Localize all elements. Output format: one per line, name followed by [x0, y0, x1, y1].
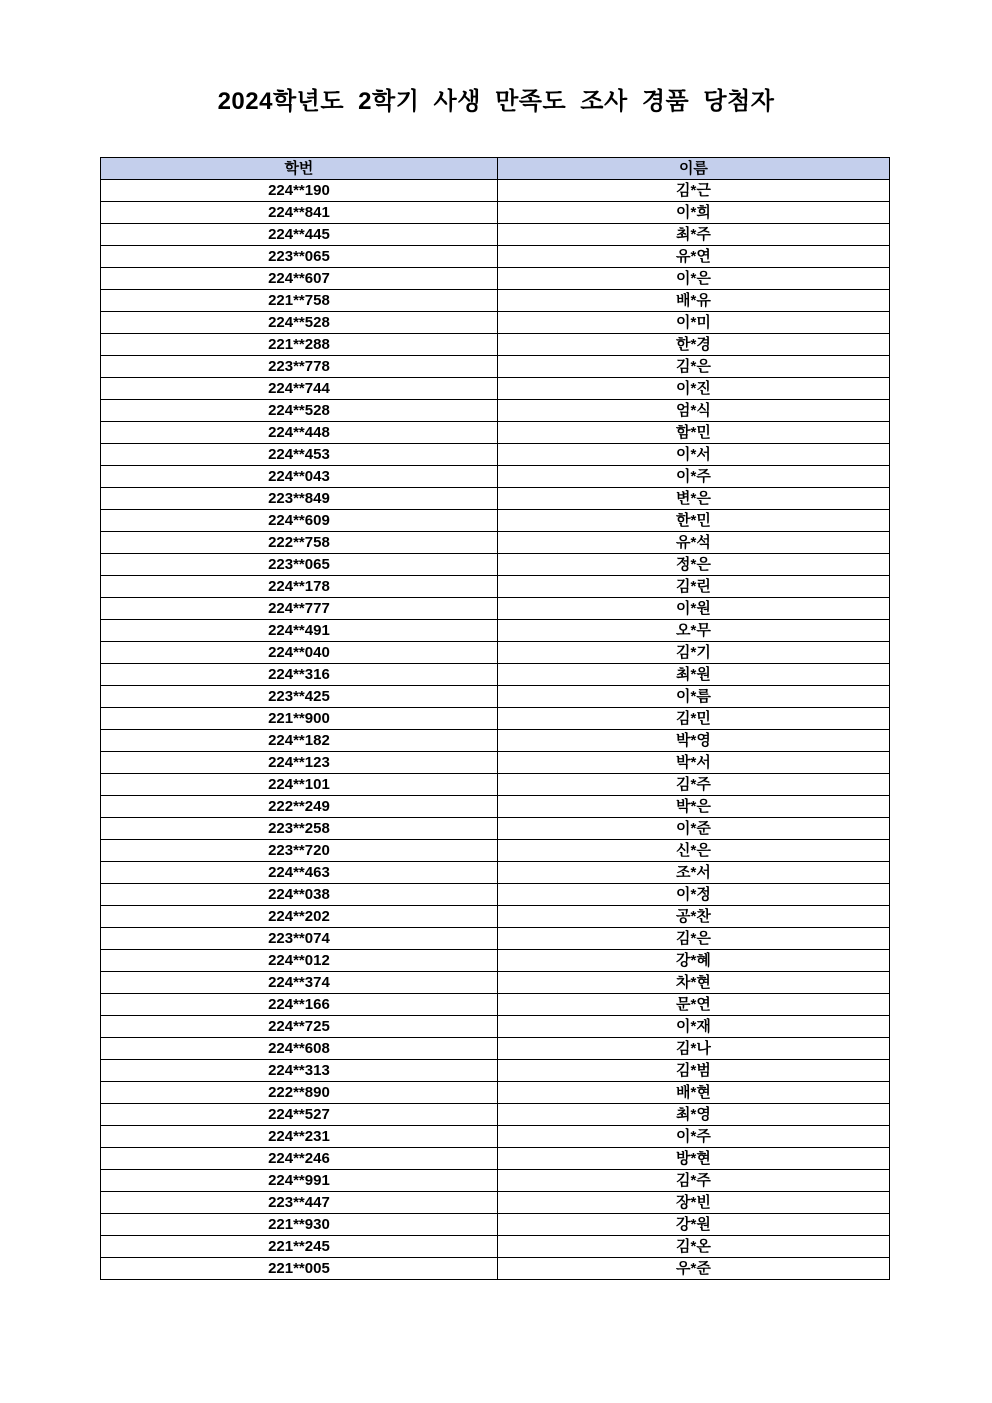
name-cell: 강*원: [497, 1214, 889, 1236]
table-row: [101, 774, 890, 796]
name-cell: 김*린: [497, 576, 889, 598]
name-cell: 이*정: [497, 884, 889, 906]
name-cell: 김*범: [497, 1060, 889, 1082]
table-row: [101, 378, 890, 400]
name-cell: 변*은: [497, 488, 889, 510]
name-cell: 우*준: [497, 1258, 889, 1280]
name-cell: 김*은: [497, 356, 889, 378]
table-row: [101, 928, 890, 950]
header-row: [101, 158, 890, 180]
name-cell: 문*연: [497, 994, 889, 1016]
name-cell: 이*주: [497, 466, 889, 488]
student-id-cell: 221**758: [101, 290, 498, 312]
name-cell: 정*은: [497, 554, 889, 576]
student-id-cell: 222**758: [101, 532, 498, 554]
table-row: [101, 906, 890, 928]
name-cell: 김*주: [497, 1170, 889, 1192]
table-row: [101, 642, 890, 664]
table-row: [101, 796, 890, 818]
student-id-cell: 224**445: [101, 224, 498, 246]
student-id-cell: 224**841: [101, 202, 498, 224]
student-id-cell: 224**528: [101, 400, 498, 422]
table-row: [101, 730, 890, 752]
student-id-cell: 224**744: [101, 378, 498, 400]
name-cell: 한*민: [497, 510, 889, 532]
name-cell: 이*미: [497, 312, 889, 334]
table-row: [101, 202, 890, 224]
table-row: [101, 840, 890, 862]
table-row: [101, 1148, 890, 1170]
table-row: [101, 1104, 890, 1126]
name-cell: 이*준: [497, 818, 889, 840]
name-cell: 유*연: [497, 246, 889, 268]
student-id-cell: 224**777: [101, 598, 498, 620]
table-row: [101, 1258, 890, 1280]
table-row: [101, 532, 890, 554]
name-cell: 이*원: [497, 598, 889, 620]
name-cell: 김*나: [497, 1038, 889, 1060]
table-row: [101, 488, 890, 510]
student-id-cell: 223**065: [101, 554, 498, 576]
table-row: [101, 1126, 890, 1148]
table-row: [101, 1170, 890, 1192]
name-cell: 장*빈: [497, 1192, 889, 1214]
student-id-cell: 224**101: [101, 774, 498, 796]
table-row: [101, 1060, 890, 1082]
student-id-cell: 224**178: [101, 576, 498, 598]
table-row: [101, 818, 890, 840]
student-id-cell: 224**607: [101, 268, 498, 290]
table-row: [101, 334, 890, 356]
student-id-cell: 224**374: [101, 972, 498, 994]
student-id-cell: 224**040: [101, 642, 498, 664]
name-cell: 배*유: [497, 290, 889, 312]
table-row: [101, 620, 890, 642]
name-cell: 이*은: [497, 268, 889, 290]
name-cell: 김*근: [497, 180, 889, 202]
table-row: [101, 686, 890, 708]
table-row: [101, 422, 890, 444]
table-row: [101, 268, 890, 290]
name-cell: 이*진: [497, 378, 889, 400]
student-id-cell: 224**202: [101, 906, 498, 928]
name-cell: 엄*식: [497, 400, 889, 422]
table-row: [101, 224, 890, 246]
student-id-cell: 224**453: [101, 444, 498, 466]
student-id-cell: 224**316: [101, 664, 498, 686]
name-cell: 강*혜: [497, 950, 889, 972]
table-header: [101, 158, 890, 180]
column-header-student-id: 학번: [101, 158, 498, 180]
table-row: [101, 752, 890, 774]
student-id-cell: 223**720: [101, 840, 498, 862]
student-id-cell: 224**725: [101, 1016, 498, 1038]
student-id-cell: 224**313: [101, 1060, 498, 1082]
student-id-cell: 224**123: [101, 752, 498, 774]
table-row: [101, 862, 890, 884]
student-id-cell: 224**991: [101, 1170, 498, 1192]
student-id-cell: 222**890: [101, 1082, 498, 1104]
student-id-cell: 224**448: [101, 422, 498, 444]
name-cell: 이*재: [497, 1016, 889, 1038]
name-cell: 유*석: [497, 532, 889, 554]
table-row: [101, 1016, 890, 1038]
student-id-cell: 222**249: [101, 796, 498, 818]
table-row: [101, 708, 890, 730]
name-cell: 최*영: [497, 1104, 889, 1126]
table-row: [101, 972, 890, 994]
table-row: [101, 400, 890, 422]
name-cell: 김*온: [497, 1236, 889, 1258]
student-id-cell: 224**608: [101, 1038, 498, 1060]
name-cell: 조*서: [497, 862, 889, 884]
student-id-cell: 221**930: [101, 1214, 498, 1236]
name-cell: 이*희: [497, 202, 889, 224]
name-cell: 한*경: [497, 334, 889, 356]
student-id-cell: 224**527: [101, 1104, 498, 1126]
page-title: 2024학년도 2학기 사생 만족도 조사 경품 당첨자: [217, 88, 775, 115]
name-cell: 이*주: [497, 1126, 889, 1148]
table-row: [101, 1038, 890, 1060]
table-row: [101, 180, 890, 202]
table-row: [101, 1082, 890, 1104]
student-id-cell: 224**528: [101, 312, 498, 334]
student-id-cell: 224**246: [101, 1148, 498, 1170]
table-row: [101, 356, 890, 378]
name-cell: 함*민: [497, 422, 889, 444]
student-id-cell: 221**288: [101, 334, 498, 356]
name-cell: 김*민: [497, 708, 889, 730]
table-row: [101, 994, 890, 1016]
name-cell: 신*은: [497, 840, 889, 862]
name-cell: 김*주: [497, 774, 889, 796]
student-id-cell: 221**005: [101, 1258, 498, 1280]
student-id-cell: 224**190: [101, 180, 498, 202]
student-id-cell: 224**043: [101, 466, 498, 488]
student-id-cell: 224**166: [101, 994, 498, 1016]
table-row: [101, 598, 890, 620]
name-cell: 박*영: [497, 730, 889, 752]
table-row: [101, 554, 890, 576]
student-id-cell: 223**065: [101, 246, 498, 268]
student-id-cell: 223**258: [101, 818, 498, 840]
student-id-cell: 224**609: [101, 510, 498, 532]
table-body: [101, 180, 890, 1280]
table-row: [101, 1214, 890, 1236]
name-cell: 최*주: [497, 224, 889, 246]
student-id-cell: 221**900: [101, 708, 498, 730]
student-id-cell: 224**182: [101, 730, 498, 752]
table-row: [101, 510, 890, 532]
student-id-cell: 221**245: [101, 1236, 498, 1258]
winners-table: [100, 157, 890, 1280]
table-row: [101, 664, 890, 686]
name-cell: 공*찬: [497, 906, 889, 928]
student-id-cell: 224**491: [101, 620, 498, 642]
student-id-cell: 223**074: [101, 928, 498, 950]
table-row: [101, 884, 890, 906]
name-cell: 차*현: [497, 972, 889, 994]
student-id-cell: 223**849: [101, 488, 498, 510]
table-row: [101, 950, 890, 972]
name-cell: 김*기: [497, 642, 889, 664]
name-cell: 방*현: [497, 1148, 889, 1170]
name-cell: 최*원: [497, 664, 889, 686]
table-row: [101, 1236, 890, 1258]
table-row: [101, 444, 890, 466]
table-row: [101, 312, 890, 334]
name-cell: 이*름: [497, 686, 889, 708]
column-header-name: 이름: [497, 158, 889, 180]
student-id-cell: 223**778: [101, 356, 498, 378]
student-id-cell: 224**038: [101, 884, 498, 906]
table-row: [101, 1192, 890, 1214]
name-cell: 오*무: [497, 620, 889, 642]
name-cell: 배*현: [497, 1082, 889, 1104]
student-id-cell: 224**012: [101, 950, 498, 972]
name-cell: 박*서: [497, 752, 889, 774]
student-id-cell: 223**447: [101, 1192, 498, 1214]
student-id-cell: 223**425: [101, 686, 498, 708]
student-id-cell: 224**231: [101, 1126, 498, 1148]
table-row: [101, 246, 890, 268]
table-row: [101, 466, 890, 488]
name-cell: 이*서: [497, 444, 889, 466]
name-cell: 김*은: [497, 928, 889, 950]
student-id-cell: 224**463: [101, 862, 498, 884]
table-row: [101, 290, 890, 312]
table-row: [101, 576, 890, 598]
name-cell: 박*은: [497, 796, 889, 818]
